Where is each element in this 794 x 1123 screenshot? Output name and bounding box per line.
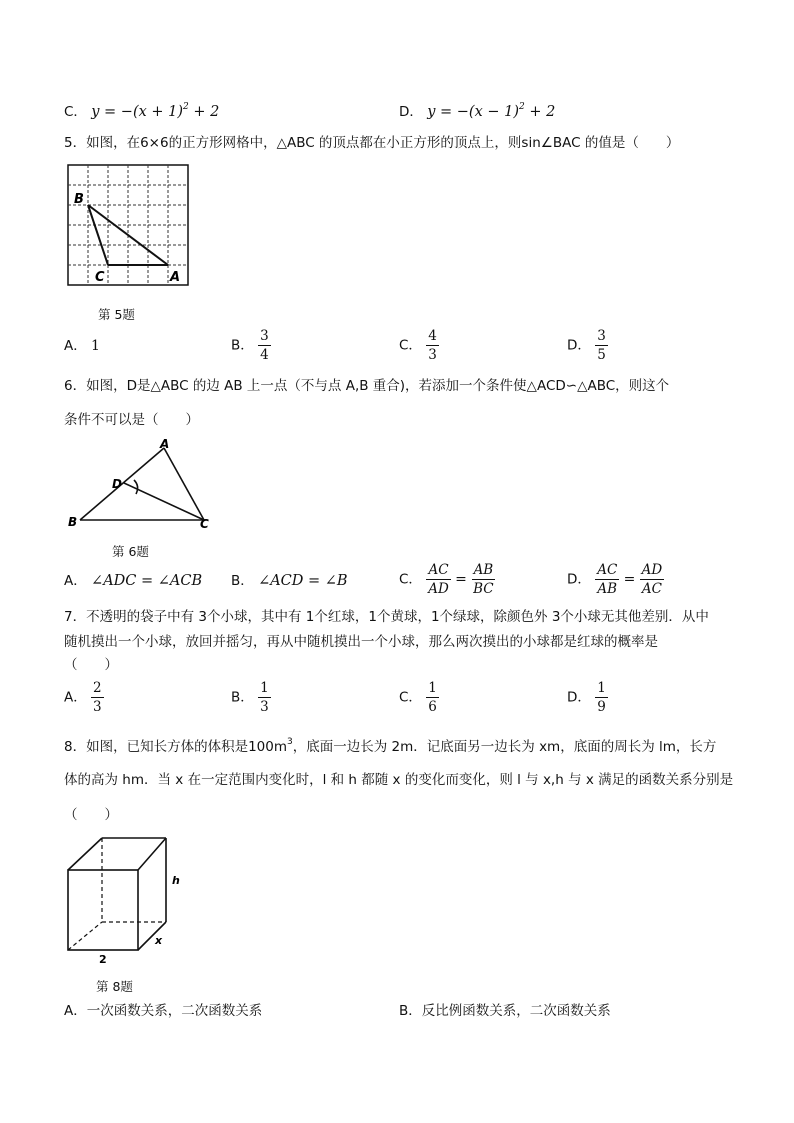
q8-cuboid-figure — [62, 832, 192, 967]
q7-stem-line2: 随机摸出一个小球，放回并摇匀，再从中随机摸出一个小球，那么两次摸出的小球都是红球的概率是 — [64, 634, 658, 650]
q7-stem-line3: （ ） — [64, 657, 118, 673]
q8-stem-line1: 8．如图，已知长方体的体积是$100m^3$，底面一边长为 2m．记底面另一边长为 xm，底面的周长为 lm，长方 — [64, 737, 717, 755]
q4-option-c-expr: $y = -(x + 1)^2 + 2$ — [91, 102, 220, 120]
q6-option-a-value: ∠ADC = ∠ACB — [91, 573, 203, 589]
q5-option-c-label: C． — [399, 337, 422, 354]
q4-option-c-label: C． — [64, 104, 87, 120]
q5-option-a — [64, 337, 100, 355]
q5-option-a-label: A． — [64, 338, 87, 354]
q6-option-c-equals: = — [455, 571, 467, 588]
q6-option-d-label: D． — [567, 571, 591, 588]
q5-option-d-fraction: $\frac{3}{5}$ — [597, 328, 606, 363]
q6-stem-line2: 条件不可以是（ ） — [64, 412, 199, 428]
q5-option-c — [399, 328, 439, 363]
q8-option-a-value: 一次函数关系，二次函数关系 — [86, 1003, 263, 1019]
q7-option-a-label: A． — [64, 689, 87, 706]
q7-option-a — [64, 680, 104, 715]
q7-option-d-label: D． — [567, 689, 591, 706]
q6-fig-label-b: B — [68, 515, 78, 529]
q8-fig-label-h: h — [172, 874, 180, 887]
q7-stem-line1: 7．不透明的袋子中有 3个小球，其中有 1个红球，1个黄球，1个绿球，除颜色外 3个小球无其他差别．从中 — [64, 609, 709, 625]
q6-fig-label-c: C — [200, 517, 209, 531]
q5-grid-figure — [66, 163, 192, 289]
q5-fig-label-c: C — [95, 270, 105, 285]
q7-option-b — [231, 680, 271, 715]
q8-option-b — [399, 1002, 611, 1020]
q6-option-c — [399, 562, 496, 597]
q7-option-c — [399, 680, 439, 715]
q5-option-b-label: B． — [231, 337, 254, 354]
q5-fig-label-b: B — [74, 192, 84, 207]
q8-caption: 第 8题 — [96, 979, 133, 994]
q8-option-b-label: B． — [399, 1003, 422, 1019]
q6-option-d-fraction-right: $\frac{AD}{AC}$ — [641, 562, 663, 597]
q7-option-a-fraction: $\frac{2}{3}$ — [93, 680, 102, 715]
q8-stem-line3: （ ） — [64, 807, 118, 823]
q6-option-b-value: ∠ACD = ∠B — [258, 573, 348, 589]
q4-option-d-label: D． — [399, 104, 423, 120]
q5-caption: 第 5题 — [98, 307, 135, 322]
q5-option-d-label: D． — [567, 337, 591, 354]
q7-option-c-label: C． — [399, 689, 422, 706]
q5-option-b — [231, 328, 271, 363]
q4-option-d-expr: $y = -(x - 1)^2 + 2$ — [427, 102, 556, 120]
q8-fig-label-x: x — [155, 934, 163, 947]
q5-option-b-fraction: $\frac{3}{4}$ — [260, 328, 269, 363]
q7-option-d — [567, 680, 608, 715]
q6-triangle-figure — [64, 436, 214, 536]
q5-option-d — [567, 328, 608, 363]
q6-caption: 第 6题 — [112, 544, 149, 559]
q8-option-a-label: A． — [64, 1003, 87, 1019]
q7-option-d-fraction: $\frac{1}{9}$ — [597, 680, 606, 715]
q8-option-b-value: 反比例函数关系，二次函数关系 — [421, 1003, 611, 1019]
q4-option-d — [399, 98, 555, 121]
q5-fig-label-a: A — [170, 270, 181, 285]
q6-option-c-fraction-left: $\frac{AC}{AD}$ — [428, 562, 449, 597]
q7-option-b-label: B． — [231, 689, 254, 706]
q6-option-c-label: C． — [399, 571, 422, 588]
q6-option-d — [567, 562, 664, 597]
q4-option-c — [64, 98, 219, 121]
q6-stem-line1: 6．如图，D是△ABC 的边 AB 上一点（不与点 A,B 重合)，若添加一个条件使△ACD∽△ABC，则这个 — [64, 378, 670, 394]
q6-option-a — [64, 572, 202, 590]
q7-option-b-fraction: $\frac{1}{3}$ — [260, 680, 269, 715]
q8-fig-label-2: 2 — [99, 953, 107, 966]
q5-option-a-value: 1 — [91, 338, 100, 354]
q6-option-d-fraction-left: $\frac{AC}{AB}$ — [597, 562, 618, 597]
q8-option-a — [64, 1002, 262, 1020]
q5-stem: 5．如图，在6×6的正方形网格中，△ABC 的顶点都在小正方形的顶点上，则sin∠BAC 的值是（ ） — [64, 135, 680, 151]
q5-option-c-fraction: $\frac{4}{3}$ — [428, 328, 437, 363]
q6-option-c-fraction-right: $\frac{AB}{BC}$ — [473, 562, 494, 597]
q6-option-b — [231, 572, 348, 590]
q6-fig-label-d: D — [112, 477, 122, 491]
q6-option-d-equals: = — [623, 571, 636, 588]
q6-fig-label-a: A — [160, 437, 170, 451]
q7-option-c-fraction: $\frac{1}{6}$ — [428, 680, 437, 715]
q6-option-b-label: B． — [231, 573, 254, 589]
q6-option-a-label: A． — [64, 573, 87, 589]
q8-stem-line2: 体的高为 hm．当 x 在一定范围内变化时，l 和 h 都随 x 的变化而变化，则 l 与 x,h 与 x 满足的函数关系分别是 — [64, 772, 734, 788]
